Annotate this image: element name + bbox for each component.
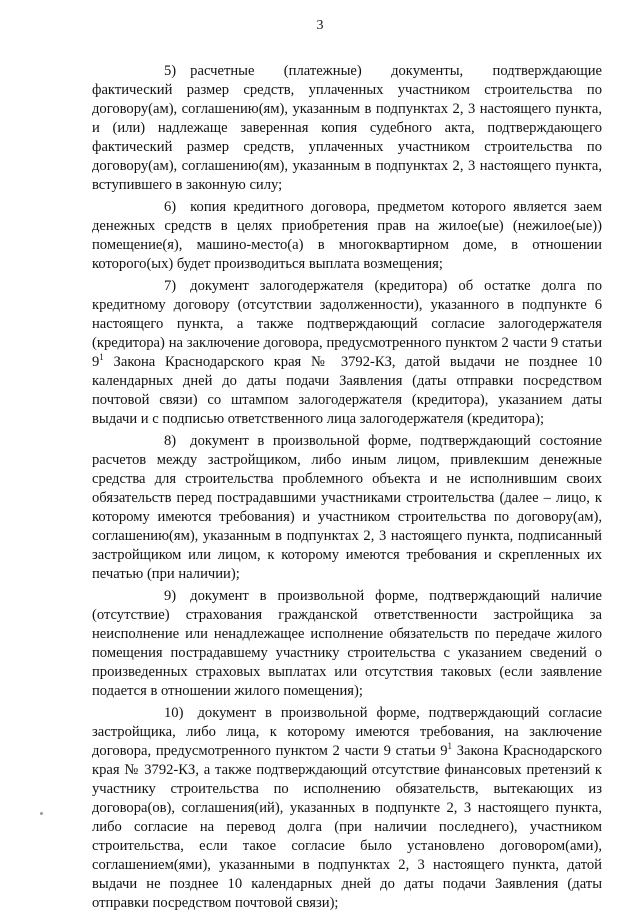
item-number: 8) — [164, 433, 177, 449]
item-text: документ залогодержателя (кредитора) об остатке долга по кредитному договору (отсутствии задолженности), указанного в подпункте 6 настоящего пункта, а также подтверждающий согласие залогодержателя (кредитора) на заключение договора, предусмотренного пунктом 2 части 9 статьи 9 — [92, 278, 602, 370]
item-text: копия кредитного договора, предметом которого является заем денежных средств в целях приобретения прав на жилое(ые) (нежилое(ые)) помещение(я), машино-место(а) в многоквартирном доме, в отношении которого(ых) будет производиться выплата возмещения; — [92, 199, 602, 272]
item-number: 10) — [164, 705, 184, 721]
list-item-10 — [92, 704, 602, 913]
item-number: 5) — [164, 63, 177, 79]
scan-speck — [40, 812, 43, 815]
item-number: 6) — [164, 199, 177, 215]
list-item-5 — [92, 62, 602, 195]
list-item-9 — [92, 587, 602, 701]
item-text: документ в произвольной форме, подтверждающий согласие застройщика, либо лица, к которому имеются требования, на заключение договора, предусмотренного пунктом 2 части 9 статьи 9 — [92, 705, 602, 759]
item-text: документ в произвольной форме, подтверждающий наличие (отсутствие) страхования гражданской ответственности застройщика за неисполнение или ненадлежащее исполнение обязательств по передаче жилого помещения пострадавшему участнику строительства с указанием сведений о произведенных страховых выплатах или отсутствия таковых (если заявление подается в отношении жилого помещения); — [92, 588, 602, 699]
item-number: 9) — [164, 588, 177, 604]
item-text-continued: Закона Краснодарского края № 3792-КЗ, датой выдачи не позднее 10 календарных дней до даты подачи Заявления (даты отправки посредством почтовой связи) со штампом залогодержателя (кредитора), указанием даты выдачи и с подписью ответственного лица залогодержателя (кредитора); — [92, 354, 602, 427]
list-item-7 — [92, 277, 602, 429]
list-item-8 — [92, 432, 602, 584]
superscript: 1 — [447, 741, 453, 752]
page-number: 3 — [316, 18, 324, 33]
document-body — [92, 62, 602, 916]
item-text-continued: Закона Краснодарского края № 3792-КЗ, а также подтверждающий отсутствие финансовых претензий к участнику строительства по исполнению обязательств, вытекающих из договора(ов), соглашения(ий), указанных в подпункте 2, 3 настоящего пункта, либо согласие на перевод долга (при наличии последнего), участником строительства, если такое согласие было установлено договором(ами), соглашением(ями), указанными в подпунктах 2, 3 настоящего пункта, датой выдачи не позднее 10 календарных дней до даты подачи Заявления (даты отправки посредством почтовой связи); — [92, 743, 603, 911]
item-number: 7) — [164, 278, 177, 294]
item-text: документ в произвольной форме, подтверждающий состояние расчетов между застройщиком, либо иным лицом, привлекшим денежные средства для строительства проблемного объекта и не исполнившим своих обязательств перед пострадавшими участниками строительства (далее – лицо, к которому имеются требования) и участником строительства по договору(ам), соглашению(ям), указанным в подпунктах 2, 3 настоящего пункта, подписанный застройщиком или лицом, к которому имеются требования и скрепленных их печатью (при наличии); — [92, 433, 602, 582]
item-text: расчетные (платежные) документы, подтверждающие фактический размер средств, уплаченных участником строительства по договору(ам), соглашению(ям), указанным в подпунктах 2, 3 настоящего пункта, и (или) надлежаще заверенная копия судебного акта, подтверждающего фактический размер средств, уплаченных участником строительства по договору(ам), соглашению(ям), указанным в подпунктах 2, 3 настоящего пункта, вступившего в законную силу; — [92, 63, 602, 193]
superscript: 1 — [99, 352, 104, 363]
list-item-6 — [92, 198, 602, 274]
